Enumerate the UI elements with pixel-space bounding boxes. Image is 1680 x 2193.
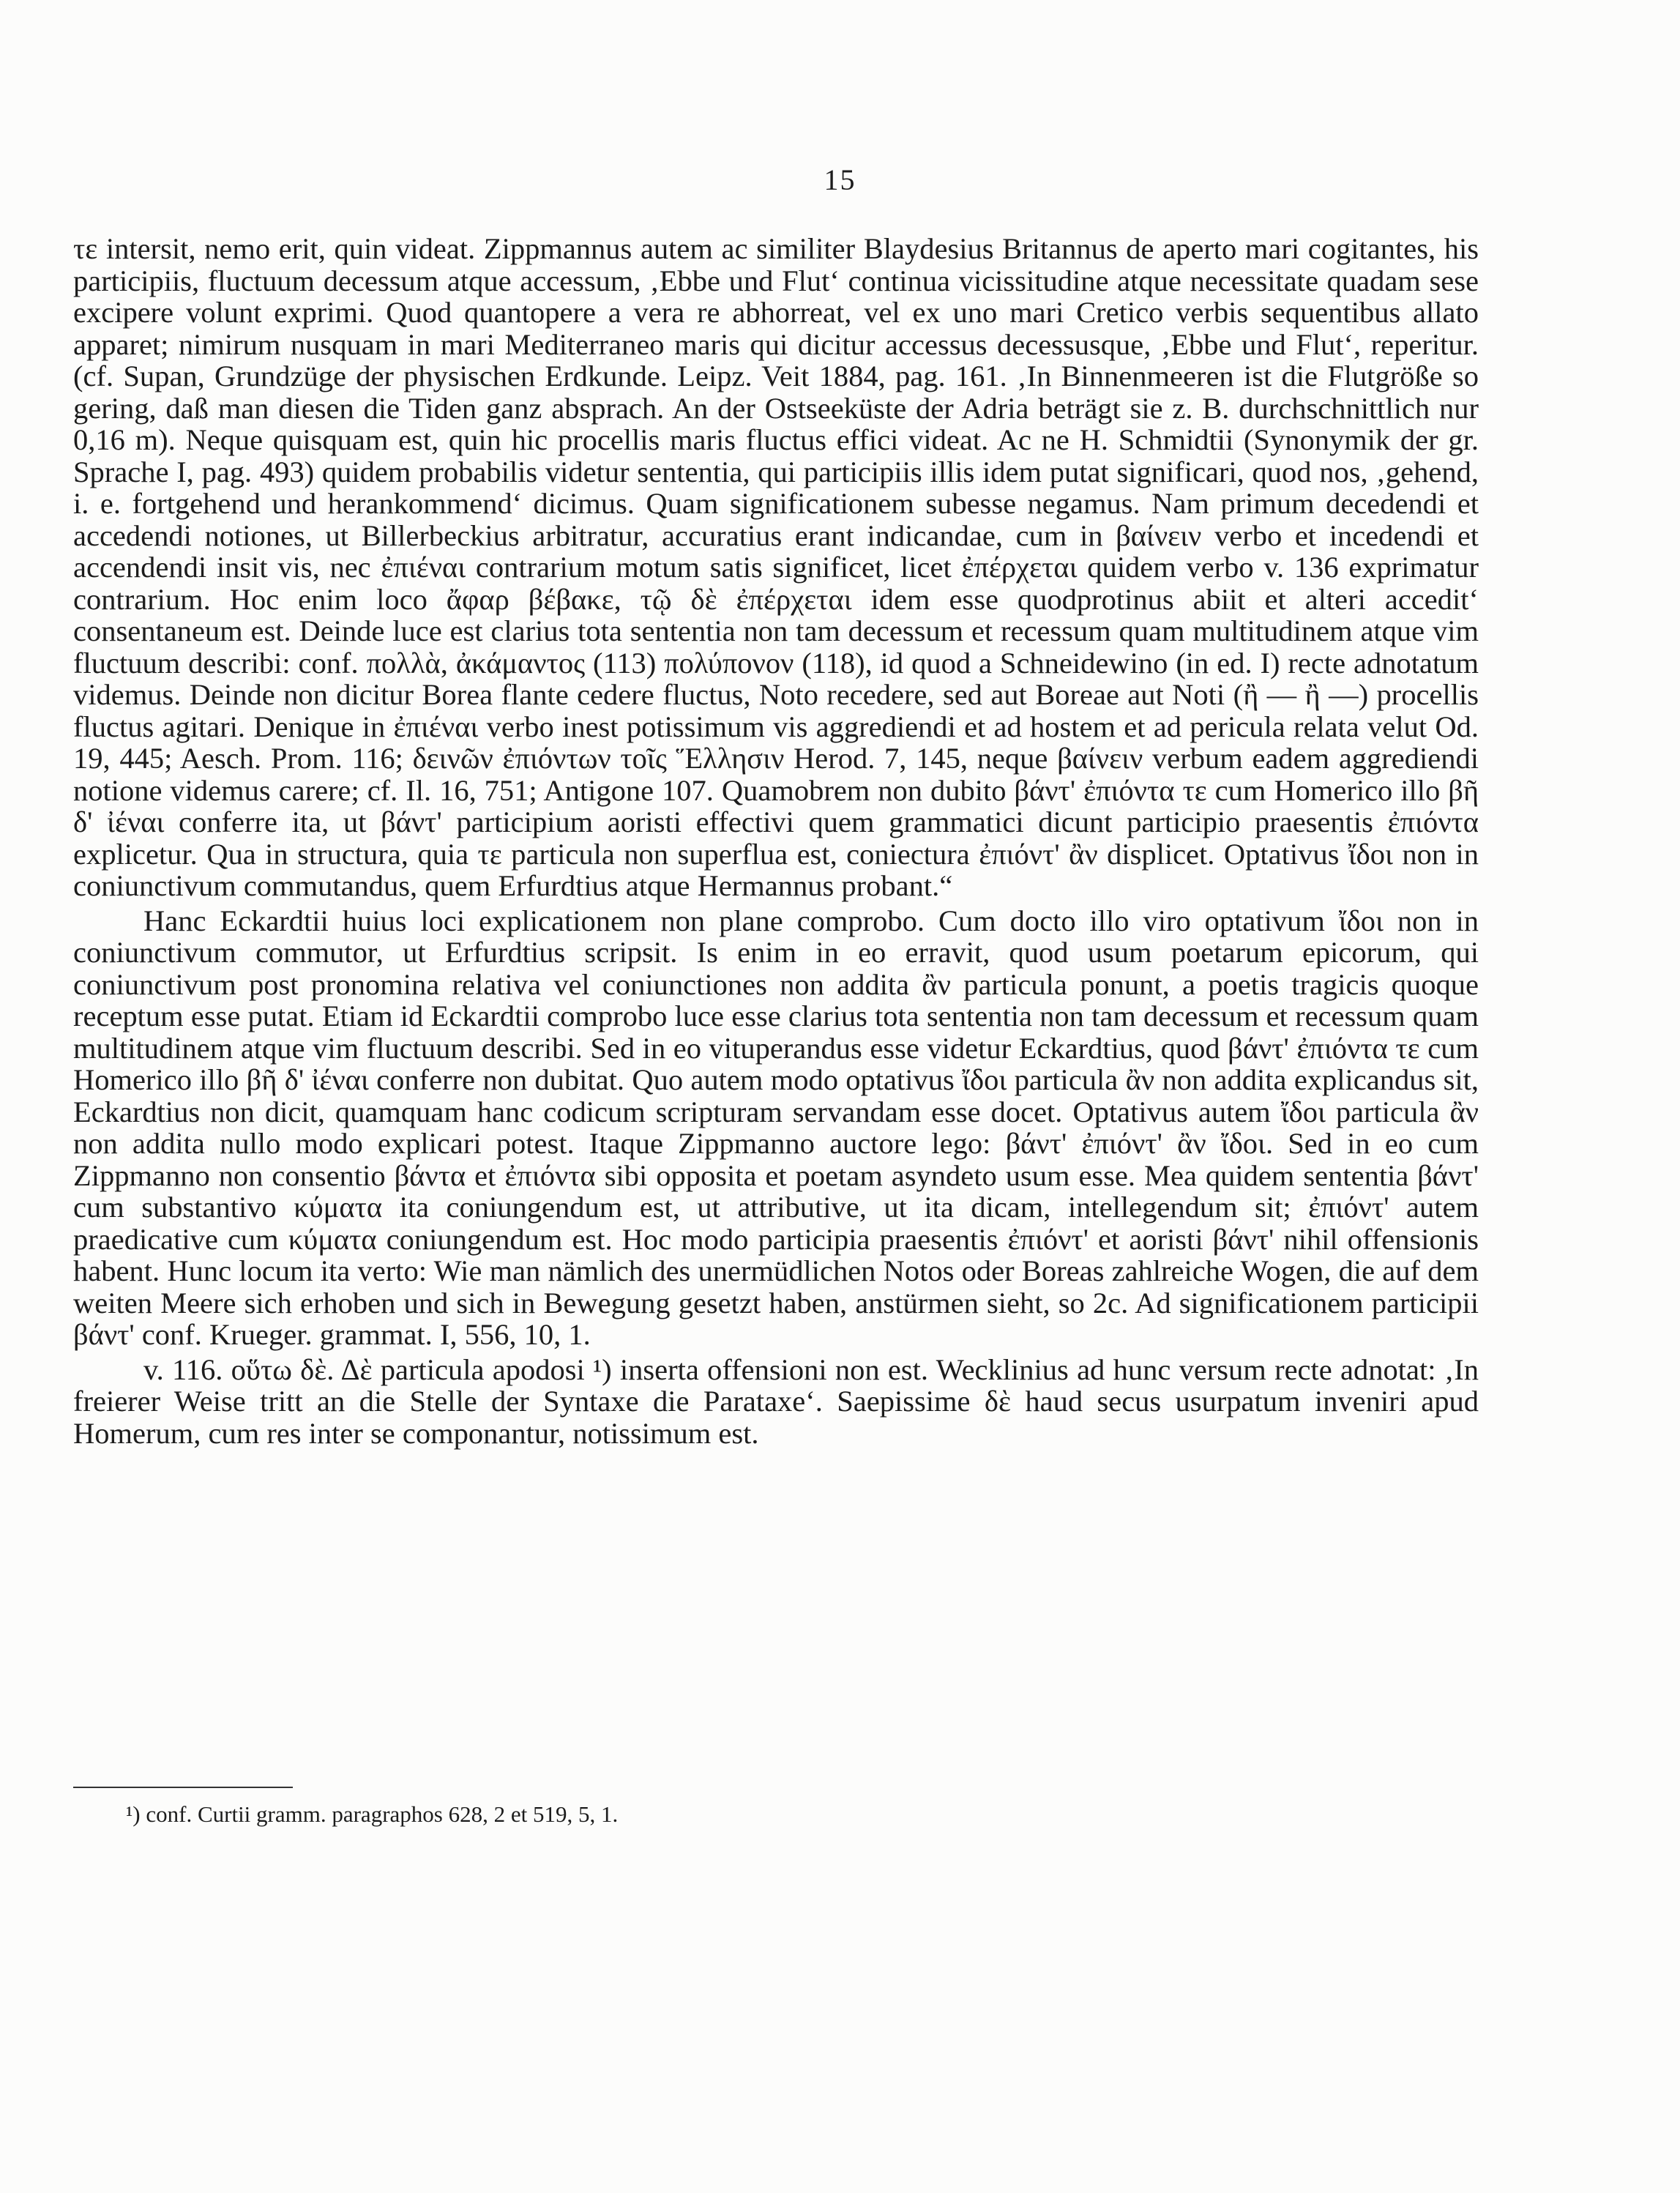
page-number: 15 (824, 163, 856, 196)
paragraph-commentary: Hanc Eckardtii huius loci explicationem non plane comprobo. Cum docto illo viro optativum ἴδοι non in coniunctivum commutor, ut Erfurdtius scripsit. Is enim in eo erravit, quod usum poetarum epicorum, qui coniunctivum post pronomina relativa vel coniunctiones non addita ἂν particula ponunt, a poetis tragicis quoque receptum esse putat. Etiam id Eckardtii comprobo luce esse clarius tota sententia non tam decessum et recessum quam multitudinem atque vim fluctuum describi. Sed in eo vituperandus esse videtur Eckardtius, quod βάντ' ἐπιόντα τε cum Homerico illo βῆ δ' ἰέναι conferre non dubitat. Quo autem modo optativus ἴδοι particula ἂν non addita explicandus sit, Eckardtius non dicit, quamquam hanc codicum scripturam servandam esse docet. Optativus autem ἴδοι particula ἂν non addita nullo modo explicari potest. Itaque Zippmanno auctore lego: βάντ' ἐπιόντ' ἂν ἴδοι. Sed in eo cum Zippmanno non consentio βάντα et ἐπιόντα sibi opposita et poetam asyndeto usum esse. Mea quidem sententia βάντ' cum substantivo κύματα ita coniungendum est, ut attributive, ut ita dicam, intellegendum sit; ἐπιόντ' autem praedicative cum κύματα coniungendum est. Hoc modo participia praesentis ἐπιόντ' et aoristi βάντ' nihil offensionis habent. Hunc locum ita verto: Wie man nämlich des unermüdlichen Notos oder Boreas zahlreiche Wogen, die auf dem weiten Meere sich erhoben und sich in Bewegung gesetzt haben, anstürmen sieht, so 2c. Ad significationem participii βάντ' conf. Krueger. grammat. I, 556, 10, 1. (73, 904, 1479, 1351)
footnote: ¹) conf. Curtii gramm. paragraphos 628, 2 et 519, 5, 1. (126, 1801, 619, 1827)
paragraph-verse-116: v. 116. οὕτω δὲ. Δὲ particula apodosi ¹) inserta offensioni non est. Wecklinius ad hunc versum recte adnotat: ‚In freierer Weise tritt an die Stelle der Syntaxe die Parataxe‘. Saepissime δὲ haud secus usurpatum inveniri apud Homerum, cum res inter se componantur, notissimum est. (73, 1352, 1479, 1450)
paragraph-continuation: τε intersit, nemo erit, quin videat. Zippmannus autem ac similiter Blaydesius Britannus de aperto mari cogitantes, his participiis, fluctuum decessum atque accessum, ‚Ebbe und Flut‘ continua vicissitudine atque necessitate quadam sese excipere volunt exprimi. Quod quantopere a vera re abhorreat, vel ex uno mari Cretico verbis sequentibus allato apparet; nimirum nusquam in mari Mediterraneo maris qui dicitur accessus decessusque, ‚Ebbe und Flut‘, reperitur. (cf. Supan, Grundzüge der physischen Erdkunde. Leipz. Veit 1884, pag. 161. ‚In Binnenmeeren ist die Flutgröße so gering, daß man diesen die Tiden ganz absprach. An der Ostseeküste der Adria beträgt sie z. B. durchschnittlich nur 0,16 m). Neque quisquam est, quin hic procellis maris fluctus effici videat. Ac ne H. Schmidtii (Synonymik der gr. Sprache I, pag. 493) quidem probabilis videtur sententia, qui participiis illis idem putat significari, quod nos, ‚gehend, i. e. fortgehend und herankommend‘ dicimus. Quam significationem subesse negamus. Nam primum decedendi et accedendi notiones, ut Billerbeckius arbitratur, accuratius erant indicandae, cum in βαίνειν verbo et incedendi et accendendi insit vis, nec ἐπιέναι contrarium motum satis significet, licet ἐπέρχεται quidem verbo v. 136 exprimatur contrarium. Hoc enim loco ἄφαρ βέβακε, τῷ δὲ ἐπέρχεται idem esse quodprotinus abiit et alteri accedit‘ consentaneum est. Deinde luce est clarius tota sententia non tam decessum et recessum quam multitudinem atque vim fluctuum describi: conf. πολλὰ, ἀκάμαντος (113) πολύπονον (118), id quod a Schneidewino (in ed. I) recte adnotatum videmus. Deinde non dicitur Borea flante cedere fluctus, Noto recedere, sed aut Boreae aut Noti (ἢ — ἢ —) procellis fluctus agitari. Denique in ἐπιέναι verbo inest potissimum vis aggrediendi et ad hostem et ad pericula relata velut Od. 19, 445; Aesch. Prom. 116; δεινῶν ἐπιόντων τοῖς Ἕλλησιν Herod. 7, 145, neque βαίνειν verbum eadem aggrediendi notione videmus carere; cf. Il. 16, 751; Antigone 107. Quamobrem non dubito βάντ' ἐπιόντα τε cum Homerico illo βῆ δ' ἰέναι conferre ita, ut βάντ' participium aoristi effectivi quem grammatici dicunt participio praesentis ἐπιόντα explicetur. Qua in structura, quia τε particula non superflua est, coniectura ἐπιόντ' ἂν displicet. Optativus ἴδοι non in coniunctivum commutandus, quem Erfurdtius atque Hermannus probant.“ (73, 232, 1479, 902)
footnote-divider (73, 1787, 293, 1788)
body-text (73, 233, 1479, 1449)
